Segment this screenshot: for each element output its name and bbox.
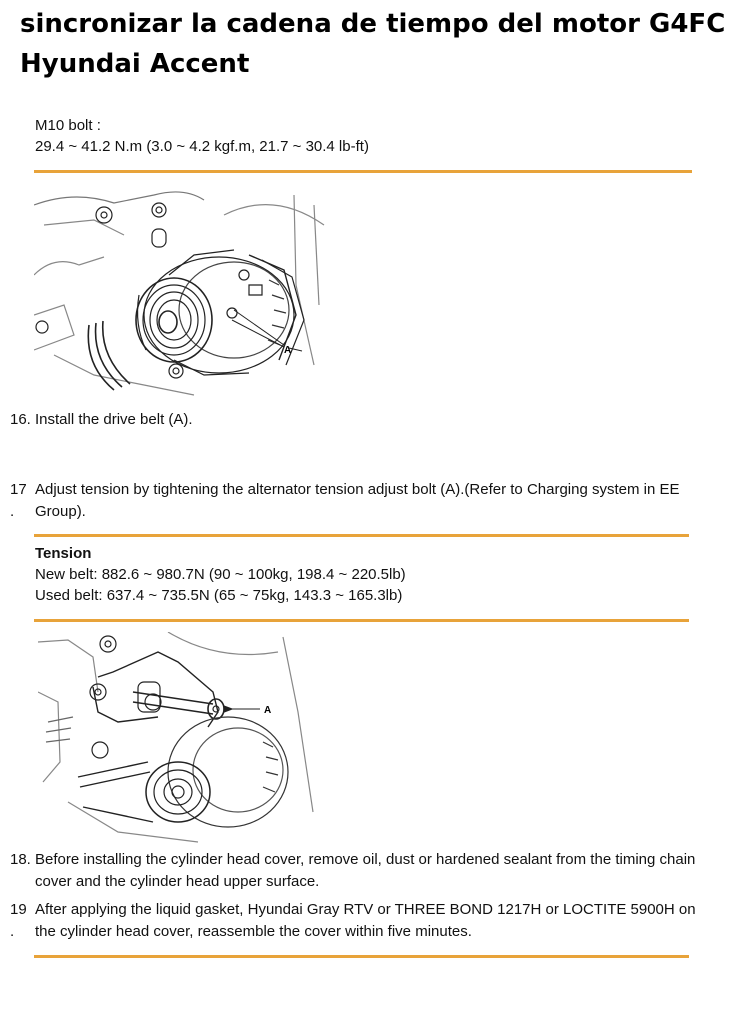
step-16 — [10, 409, 700, 431]
tension-used-belt: Used belt: 637.4 ~ 735.5N (65 ~ 75kg, 143.3 ~ 165.3lb) — [35, 587, 403, 604]
step-19-text: After applying the liquid gasket, Hyundai Gray RTV or THREE BOND 1217H or LOCTITE 5900H on the cylinder head cover, reassemble the cover within five minutes. — [35, 901, 696, 940]
torque-note-line2: 29.4 ~ 41.2 N.m (3.0 ~ 4.2 kgf.m, 21.7 ~ 30.4 lb-ft) — [35, 138, 369, 155]
step-18-text: Before installing the cylinder head cover, remove oil, dust or hardened sealant from the timing chain cover and the cylinder head upper surface. — [35, 851, 696, 890]
divider-rule — [34, 619, 689, 622]
step-19-number: 19 . — [10, 901, 27, 940]
tension-bolt-diagram — [38, 632, 320, 844]
step-17-text: Adjust tension by tightening the alternator tension adjust bolt (A).(Refer to Charging system in EE Group). — [35, 481, 680, 520]
step-18-number: 18. — [10, 851, 31, 868]
tension-new-belt: New belt: 882.6 ~ 980.7N (90 ~ 100kg, 198.4 ~ 220.5lb) — [35, 566, 406, 583]
divider-rule — [34, 170, 692, 173]
step-16-number: 16. — [10, 411, 31, 428]
torque-note — [35, 115, 369, 157]
tension-heading: Tension — [35, 545, 92, 562]
divider-rule — [34, 955, 689, 958]
tension-note — [35, 543, 406, 606]
divider-rule — [34, 534, 689, 537]
figure2-callout-label: A — [264, 705, 272, 716]
figure1-callout-label: A — [284, 345, 292, 356]
torque-note-line1: M10 bolt : — [35, 117, 101, 134]
step-16-text: Install the drive belt (A). — [35, 411, 193, 428]
step-19 — [10, 899, 700, 943]
step-17-number: 17 . — [10, 481, 27, 520]
step-18 — [10, 849, 700, 893]
step-17 — [10, 479, 700, 523]
page-title: sincronizar la cadena de tiempo del motor G4FC Hyundai Accent — [20, 9, 726, 79]
alternator-diagram — [34, 185, 329, 401]
